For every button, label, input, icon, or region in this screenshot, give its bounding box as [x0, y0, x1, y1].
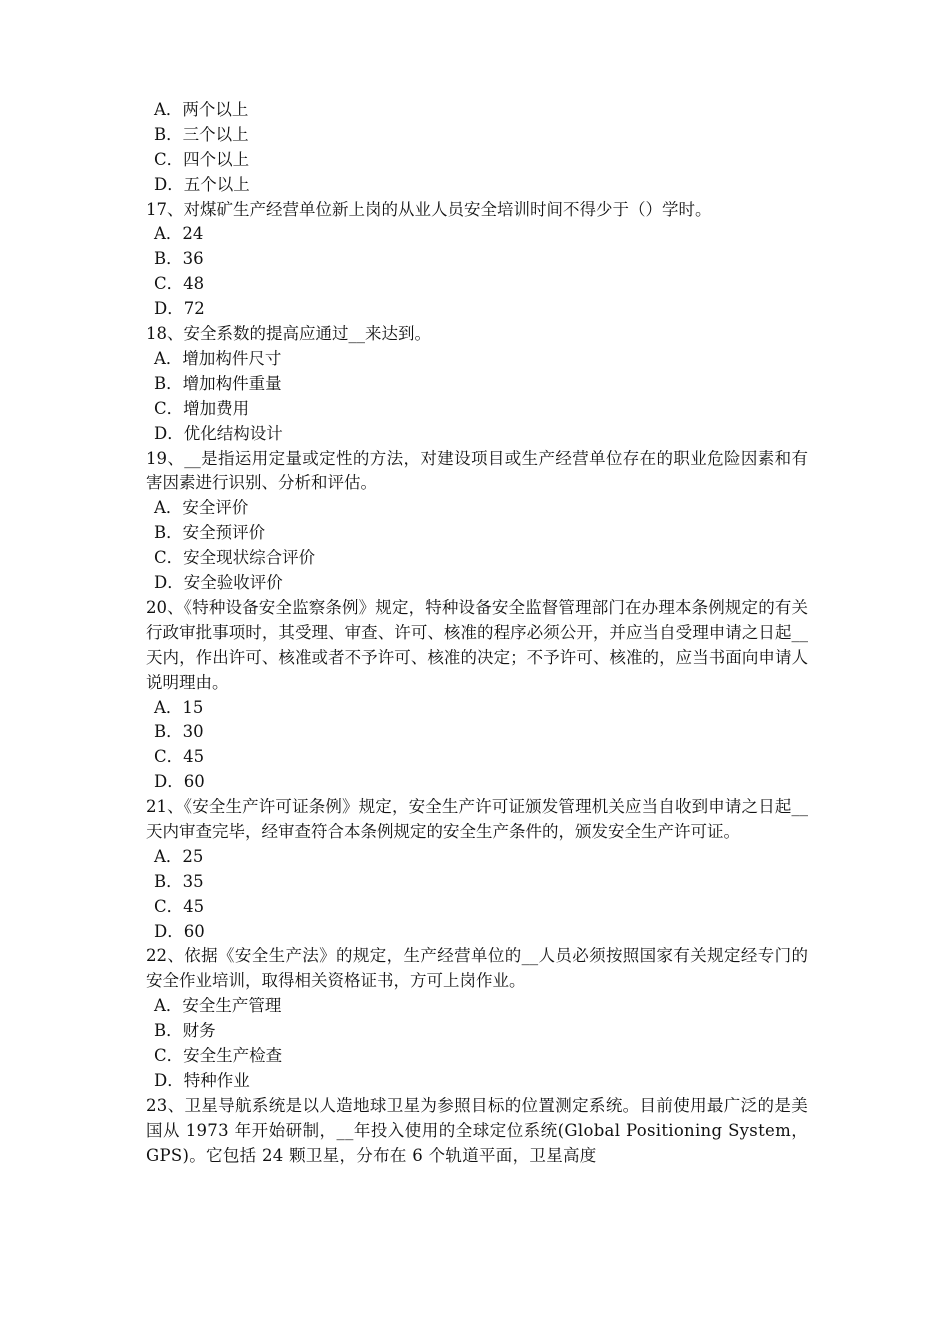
- option-line: A．15: [154, 697, 204, 717]
- option-line: D．五个以上: [154, 174, 250, 194]
- question-19-text: 19、__是指运用定量或定性的方法，对建设项目或生产经营单位存在的职业危险因素和有害因素进行识别、分析和评估。: [146, 448, 808, 493]
- option-line: C．45: [154, 747, 205, 767]
- option-line: B．增加构件重量: [154, 373, 282, 393]
- option-line: B．安全预评价: [154, 523, 266, 543]
- question-21-text: 21、《安全生产许可证条例》规定，安全生产许可证颁发管理机关应当自收到申请之日起__天内审查完毕，经审查符合本条例规定的安全生产条件的，颁发安全生产许可证。: [146, 797, 808, 841]
- question-22-text: 22、依据《安全生产法》的规定，生产经营单位的__人员必须按照国家有关规定经专门的安全作业培训，取得相关资格证书，方可上岗作业。: [146, 946, 808, 991]
- question-23-text: 23、卫星导航系统是以人造地球卫星为参照目标的位置测定系统。目前使用最广泛的是美国从 1973 年开始研制，__年投入使用的全球定位系统(Global Positioning System，GPS)。它包括 24 颗卫星，分布在 6 个轨道平面，卫星高度: [146, 1095, 808, 1165]
- option-line: B．财务: [154, 1021, 216, 1041]
- option-line: D．60: [154, 772, 205, 792]
- option-line: A．安全生产管理: [154, 996, 282, 1016]
- question-18-text: 18、安全系数的提高应通过__来达到。: [146, 324, 431, 344]
- question-list: [146, 98, 808, 1169]
- option-line: D．72: [154, 299, 205, 319]
- option-line: A．增加构件尺寸: [154, 348, 282, 368]
- option-line: C．增加费用: [154, 398, 250, 418]
- option-line: C．45: [154, 896, 205, 916]
- option-line: A．25: [154, 846, 204, 866]
- option-line: D．优化结构设计: [154, 423, 283, 443]
- option-line: C．四个以上: [154, 149, 250, 169]
- question-17-text: 17、对煤矿生产经营单位新上岗的从业人员安全培训时间不得少于（）学时。: [146, 199, 712, 219]
- option-line: D．60: [154, 921, 205, 941]
- option-line: A．24: [154, 224, 204, 244]
- option-line: B．35: [154, 871, 204, 891]
- option-line: C．48: [154, 274, 205, 294]
- option-line: B．36: [154, 249, 204, 269]
- option-line: B．30: [154, 722, 204, 742]
- option-line: A．两个以上: [154, 100, 249, 119]
- option-line: D．特种作业: [154, 1070, 250, 1090]
- option-line: B．三个以上: [154, 124, 249, 144]
- option-line: C．安全生产检查: [154, 1046, 283, 1066]
- option-line: C．安全现状综合评价: [154, 548, 316, 568]
- option-line: A．安全评价: [154, 498, 249, 518]
- question-20-text: 20、《特种设备安全监察条例》规定，特种设备安全监督管理部门在办理本条例规定的有关行政审批事项时，其受理、审查、许可、核准的程序必须公开，并应当自受理申请之日起__天内，作出许可、核准或者不予许可、核准的决定；不予许可、核准的，应当书面向申请人说明理由。: [146, 597, 808, 692]
- option-line: D．安全验收评价: [154, 572, 283, 592]
